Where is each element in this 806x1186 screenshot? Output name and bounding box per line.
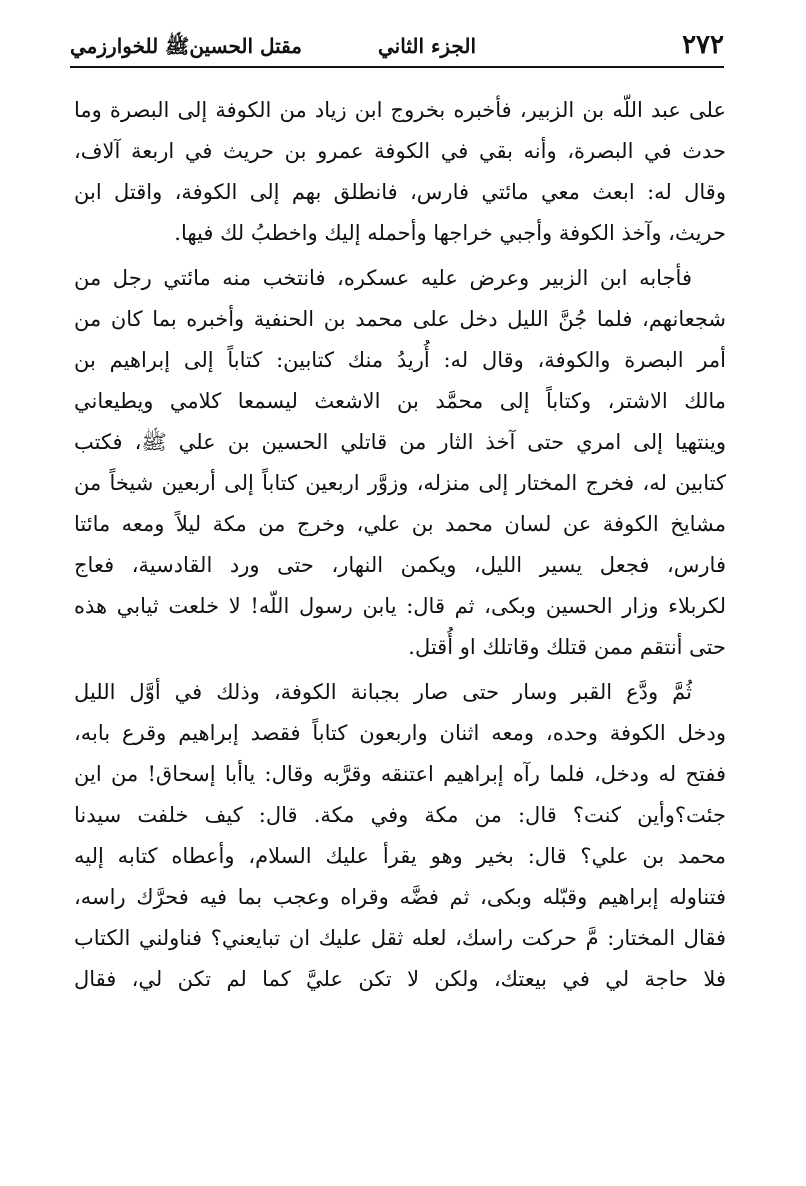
text-line: وقال له: ابعث معي مائتي فارس، فانطلق بهم إلى الكوفة، واقتل ابن xyxy=(74,180,726,204)
text-line: فأجابه ابن الزبير وعرض عليه عسكره، فانتخب منه مائتي رجل من xyxy=(74,266,692,290)
text-line: حدث في البصرة، وأنه بقي في الكوفة عمرو بن حريث في اربعة آلاف، xyxy=(74,139,726,163)
text-line: فلا حاجة لي في بيعتك، ولكن لا تكن عليَّ كما لم تكن لي، فقال xyxy=(74,967,726,991)
text-line: شجعانهم، فلما جُنَّ الليل دخل على محمد بن الحنفية وأخبره بما كان من xyxy=(74,307,726,331)
text-line: مالك الاشتر، وكتاباً إلى محمَّد بن الاشعث ليسمعا كلامي ويطيعاني xyxy=(74,389,726,413)
text-line: وينتهيا إلى امري حتى آخذ الثار من قاتلي الحسين بن علي ﷺ، فكتب xyxy=(74,430,726,454)
text-line: محمد بن علي؟ قال: بخير وهو يقرأ عليك السلام، وأعطاه كتابه إليه xyxy=(74,844,726,868)
text-line: حتى أنتقم ممن قتلك وقاتلك او أُقتل. xyxy=(408,635,726,659)
text-line: حريث، وآخذ الكوفة وأجبي خراجها وأحمله إليك واخطبُ لك فيها. xyxy=(174,221,726,245)
body-text xyxy=(74,90,726,1000)
text-line: فتناوله إبراهيم وقبّله وبكى، ثم فضَّه وقراه وعجب بما فيه فحرَّك راسه، xyxy=(74,885,726,909)
text-line: على عبد اللّه بن الزبير، فأخبره بخروج ابن زياد من الكوفة إلى البصرة وما xyxy=(74,98,726,122)
text-line: فقال المختار: مَّ حركت راسك، لعله ثقل عليك ان تبايعني؟ فناولني الكتاب xyxy=(74,926,726,950)
text-line: ففتح له ودخل، فلما رآه إبراهيم اعتنقه وقرَّبه وقال: ياأبا إسحاق! من اين xyxy=(74,762,726,786)
running-head-part: الجزء الثاني xyxy=(378,34,476,58)
text-line: فارس، فجعل يسير الليل، ويكمن النهار، حتى ورد القادسية، فعاج xyxy=(74,553,726,577)
running-head-title: مقتل الحسينﷺ للخوارزمي xyxy=(70,34,302,58)
text-line: ثُمَّ ودَّع القبر وسار حتى صار بجبانة الكوفة، وذلك في أوَّل الليل xyxy=(74,680,692,704)
text-line: أمر البصرة والكوفة، وقال له: أُريدُ منك كتابين: كتاباً إلى إبراهيم بن xyxy=(74,348,726,372)
header-rule xyxy=(70,66,724,68)
page-header xyxy=(70,26,724,66)
page-number: ٢٧٢ xyxy=(682,30,724,60)
text-line: كتابين له، فخرج المختار إلى منزله، وزوَّر اربعين كتاباً إلى أربعين شيخاً من xyxy=(74,471,726,495)
text-line: ودخل الكوفة وحده، ومعه اثنان واربعون كتاباً فقصد إبراهيم وقرع بابه، xyxy=(74,721,726,745)
text-line: مشايخ الكوفة عن لسان محمد بن علي، وخرج من مكة ليلاً ومعه مائتا xyxy=(74,512,726,536)
text-line: لكربلاء وزار الحسين وبكى، ثم قال: يابن رسول اللّه! لا خلعت ثيابي هذه xyxy=(74,594,726,618)
text-line: جئت؟وأين كنت؟ قال: من مكة وفي مكة. قال: كيف خلفت سيدنا xyxy=(74,803,726,827)
